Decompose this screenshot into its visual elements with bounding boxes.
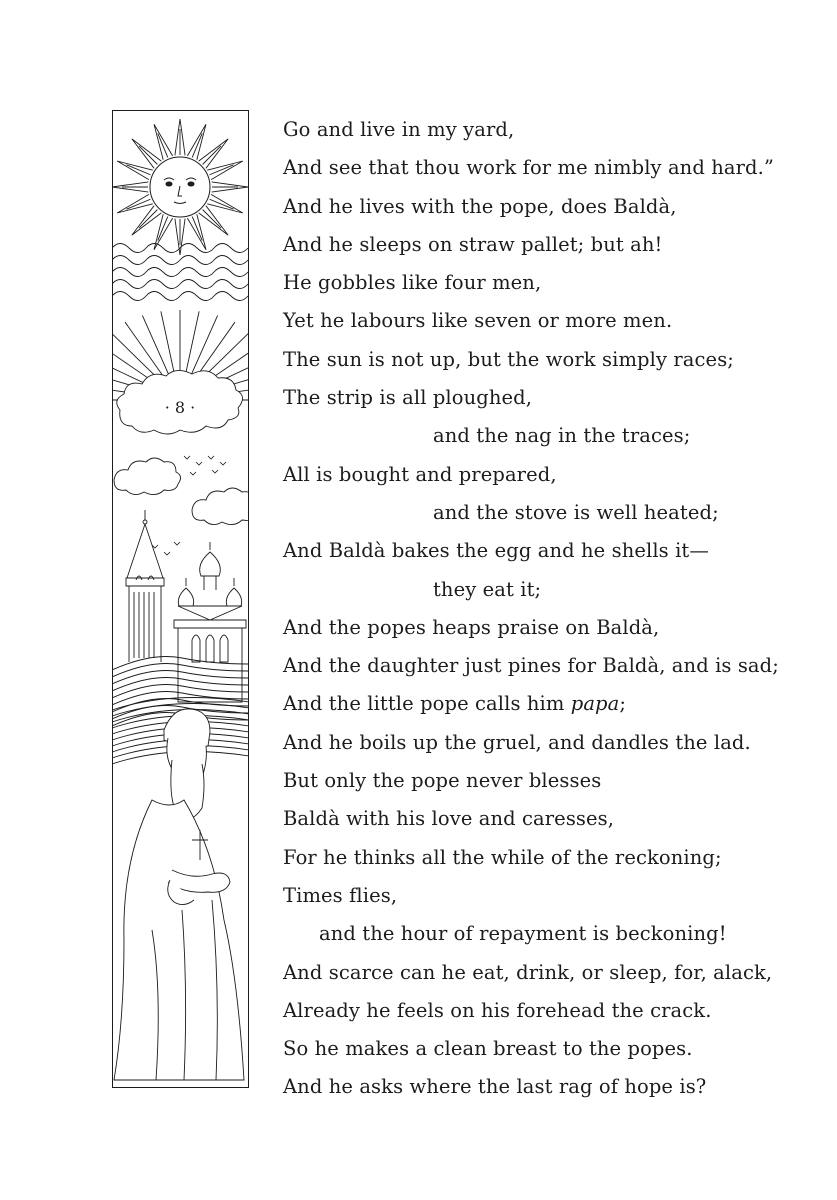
poem-line <box>283 188 823 226</box>
poem-line <box>283 954 823 992</box>
poem-line-text: And he lives with the pope, does Baldà, <box>283 194 677 218</box>
poem-line <box>283 149 823 187</box>
illustration-svg <box>112 110 249 1088</box>
poem-line-text: The sun is not up, but the work simply races; <box>283 347 734 371</box>
poem-line <box>283 302 823 340</box>
poem-line-text: and the stove is well heated; <box>433 500 719 524</box>
poem-line-text: and the nag in the traces; <box>433 424 691 448</box>
poem-line-text: And the popes heaps praise on Baldà, <box>283 615 660 639</box>
poem-line-text: For he thinks all the while of the reckoning; <box>283 845 722 869</box>
poem-line-text: And he sleeps on straw pallet; but ah! <box>283 232 663 256</box>
poem-line <box>283 417 823 455</box>
poem-line <box>283 532 823 570</box>
poem-line <box>283 915 823 953</box>
poem-line-text: But only the pope never blesses <box>283 769 602 793</box>
poem-line <box>283 379 823 417</box>
poem-line-text: Already he feels on his forehead the crack. <box>283 998 712 1022</box>
poem-line <box>283 494 823 532</box>
poem-line-text: So he makes a clean breast to the popes. <box>283 1037 693 1061</box>
poem-line <box>283 839 823 877</box>
poem-line-text: And the little pope calls him <box>283 692 571 716</box>
poem-line <box>283 571 823 609</box>
poem-line-text: Go and live in my yard, <box>283 118 515 141</box>
poem-line <box>283 609 823 647</box>
poem-line-text: And the daughter just pines for Baldà, and is sad; <box>283 654 779 678</box>
poem-line-text: He gobbles like four men, <box>283 271 542 295</box>
poem-line-text: Times flies, <box>283 883 398 907</box>
poem-line-text: And see that thou work for me nimbly and hard.” <box>283 156 774 180</box>
poem-line <box>283 647 823 685</box>
page-number: · 8 · <box>164 398 196 417</box>
poem-line <box>283 264 823 302</box>
poem-line-text: and the hour of repayment is beckoning! <box>319 922 727 946</box>
poem-line <box>283 992 823 1030</box>
poem-text <box>283 111 823 1107</box>
poem-line-text: And he asks where the last rag of hope is? <box>283 1075 707 1099</box>
decorative-illustration-panel <box>112 110 249 1088</box>
poem-line <box>283 877 823 915</box>
cloud-icon <box>114 458 249 525</box>
poem-line-tail: ; <box>619 692 627 716</box>
priest-figure-icon <box>114 709 244 1080</box>
poem-line-text: Baldà with his love and caresses, <box>283 807 615 831</box>
poem-line <box>283 111 823 149</box>
poem-line-italic: papa <box>570 692 620 716</box>
poem-line-text: The strip is all ploughed, <box>283 386 533 410</box>
poem-line <box>283 226 823 264</box>
poem-line <box>283 685 823 723</box>
poem-line <box>283 456 823 494</box>
poem-line-text: they eat it; <box>433 577 542 601</box>
sun-face-icon <box>150 157 210 217</box>
poem-line <box>283 762 823 800</box>
poem-line <box>283 1030 823 1068</box>
church-tower-icon <box>126 510 164 662</box>
poem-line <box>283 800 823 838</box>
poem-line <box>283 1068 823 1106</box>
poem-line-text: And he boils up the gruel, and dandles the lad. <box>283 730 751 754</box>
poem-line <box>283 341 823 379</box>
poem-line-text: Yet he labours like seven or more men. <box>283 309 673 333</box>
poem-line <box>283 724 823 762</box>
poem-line-text: All is bought and prepared, <box>283 462 557 486</box>
poem-line-text: And Baldà bakes the egg and he shells it— <box>283 539 709 563</box>
poem-line-text: And scarce can he eat, drink, or sleep, for, alack, <box>283 960 773 984</box>
